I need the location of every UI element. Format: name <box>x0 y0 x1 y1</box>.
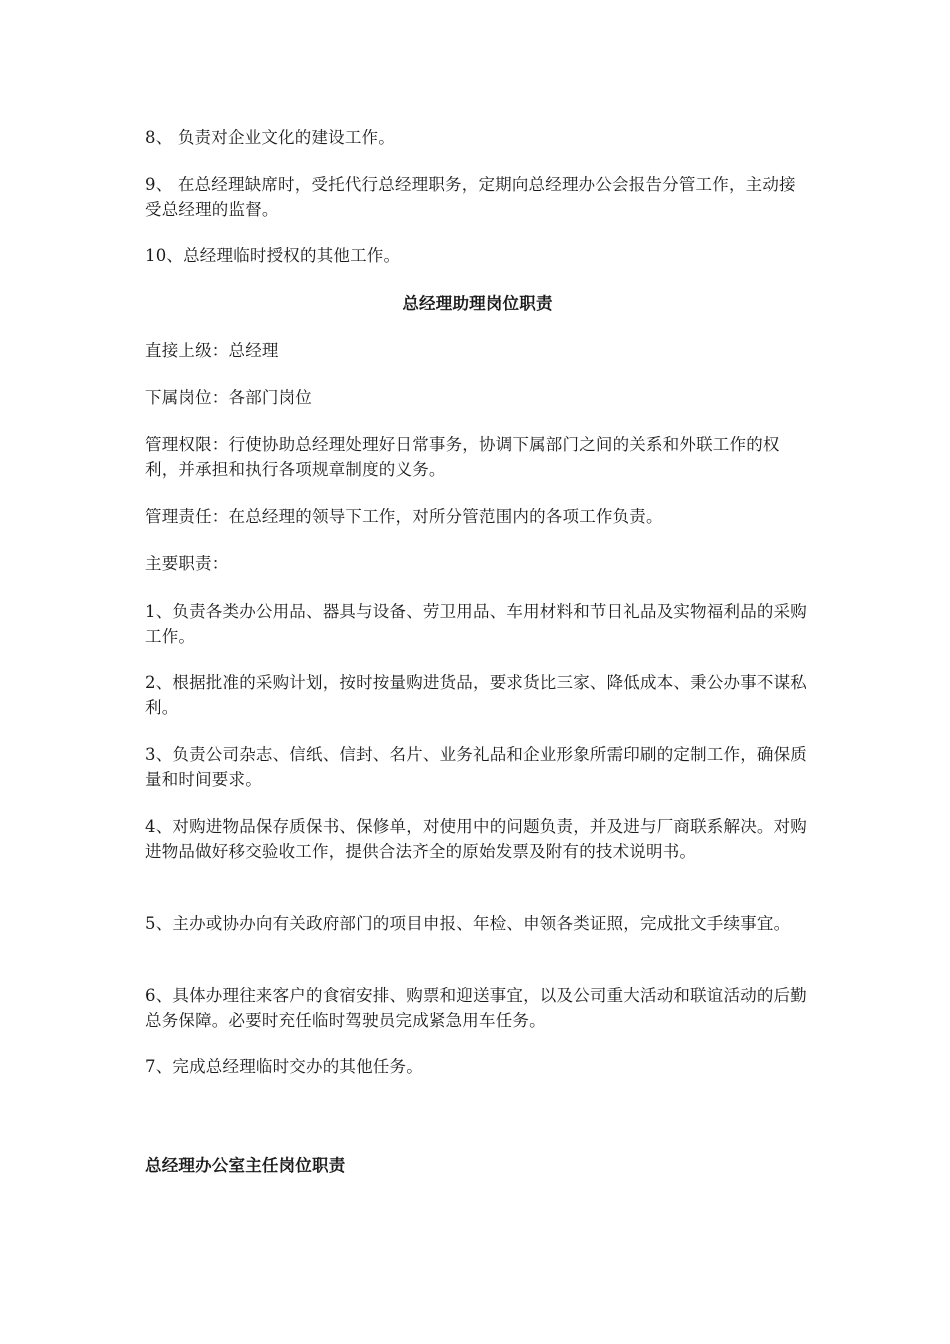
responsibility-paragraph: 管理责任：在总经理的领导下工作，对所分管范围内的各项工作负责。 <box>145 507 663 526</box>
duty-item: 3、负责公司杂志、信纸、信封、名片、业务礼品和企业形象所需印刷的定制工作，确保质量和时间要求。 <box>145 745 807 789</box>
duty-item: 1、负责各类办公用品、器具与设备、劳卫用品、车用材料和节日礼品及实物福利品的采购工作。 <box>145 602 807 646</box>
section-title: 总经理办公室主任岗位职责 <box>145 1156 346 1175</box>
subordinate-line: 下属岗位：各部门岗位 <box>145 388 312 407</box>
duty-item: 7、完成总经理临时交办的其他任务。 <box>145 1057 423 1076</box>
list-item: 8、 负责对企业文化的建设工作。 <box>145 128 395 147</box>
section-title: 总经理助理岗位职责 <box>402 294 553 313</box>
duty-item: 4、对购进物品保存质保书、保修单，对使用中的问题负责，并及进与厂商联系解决。对购进物品做好移交验收工作，提供合法齐全的原始发票及附有的技术说明书。 <box>145 817 807 861</box>
list-item: 9、 在总经理缺席时，受托代行总经理职务，定期向总经理办公会报告分管工作，主动接受总经理的监督。 <box>145 175 796 219</box>
duty-item: 2、根据批准的采购计划，按时按量购进货品，要求货比三家、降低成本、秉公办事不谋私利。 <box>145 673 807 717</box>
list-item: 10、总经理临时授权的其他工作。 <box>145 246 401 265</box>
superior-line: 直接上级：总经理 <box>145 341 279 360</box>
authority-paragraph: 管理权限：行使协助总经理处理好日常事务，协调下属部门之间的关系和外联工作的权利，并承担和执行各项规章制度的义务。 <box>145 435 780 479</box>
duty-item: 6、具体办理往来客户的食宿安排、购票和迎送事宜，以及公司重大活动和联谊活动的后勤总务保障。必要时充任临时驾驶员完成紧急用车任务。 <box>145 986 807 1030</box>
duty-item: 5、主办或协办向有关政府部门的项目申报、年检、申领各类证照，完成批文手续事宜。 <box>145 914 791 933</box>
duties-label: 主要职责： <box>145 554 229 573</box>
